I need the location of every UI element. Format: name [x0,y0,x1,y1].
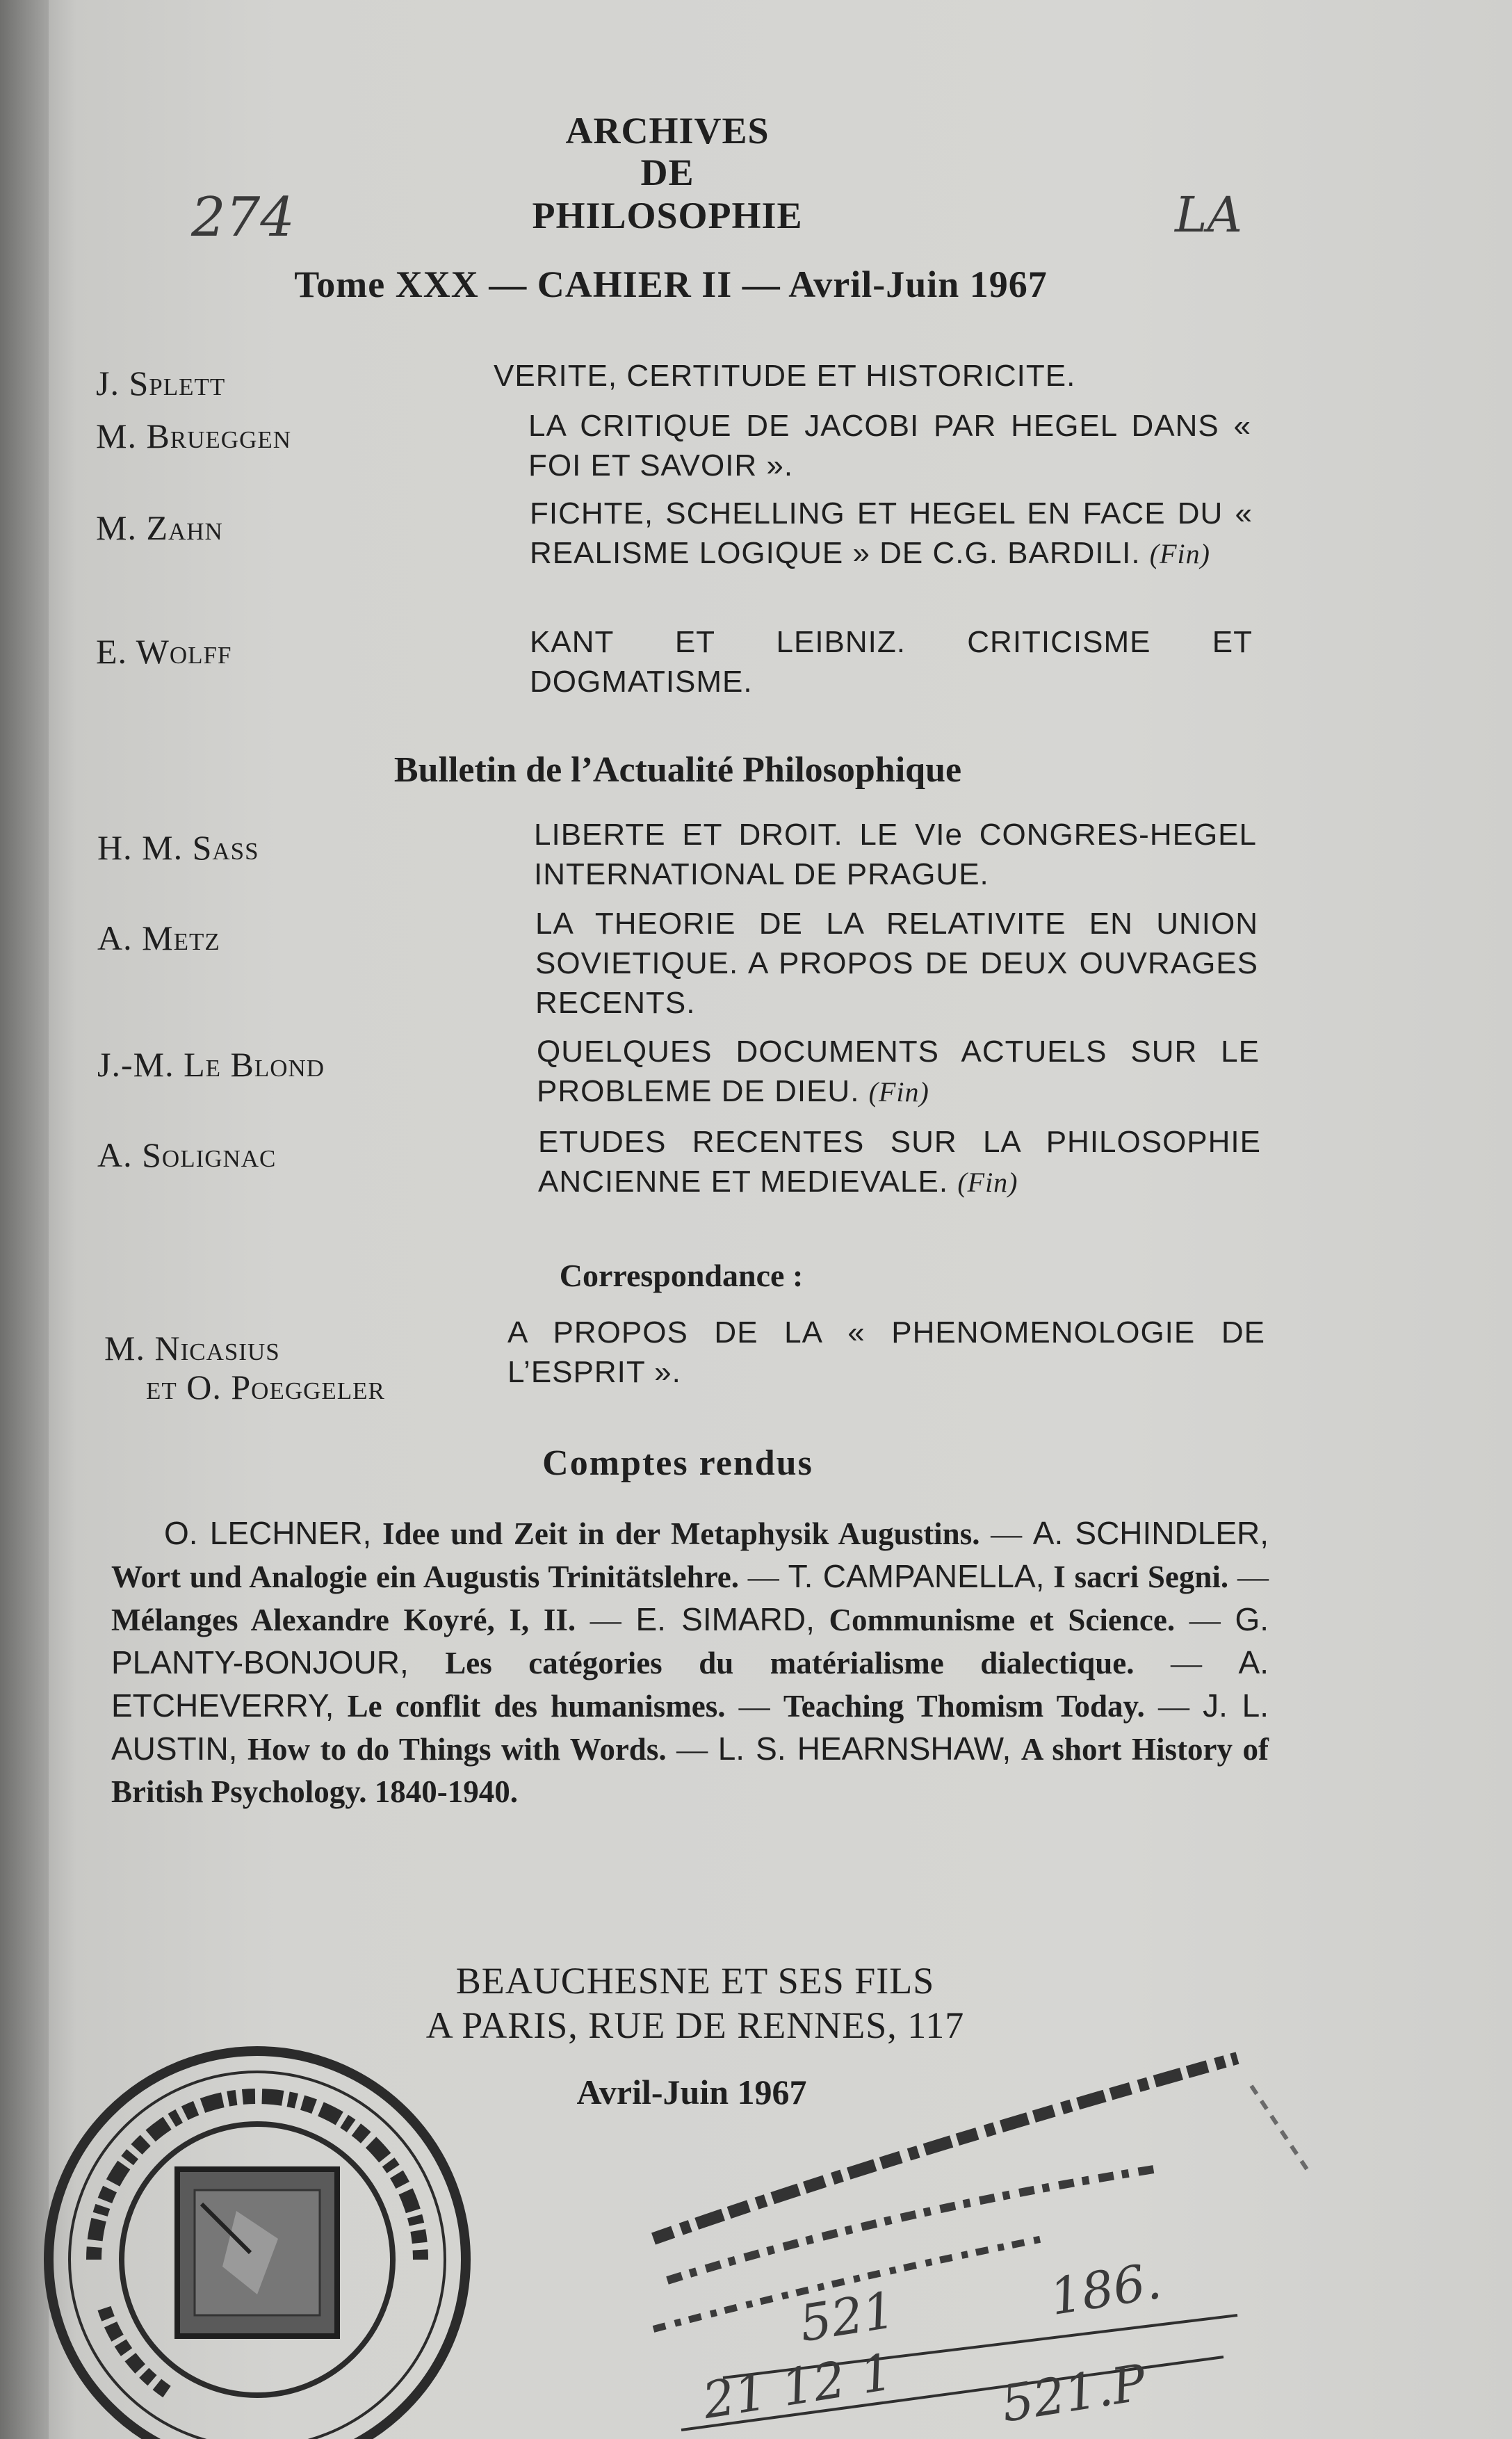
bulletin-note: (Fin) [957,1167,1018,1198]
review-work: Teaching Thomism Today. [783,1689,1145,1724]
bulletin-author: H. M. Sass [97,828,259,867]
review-work: I sacri Segni. [1053,1559,1229,1594]
article-author: J. Splett [96,364,226,403]
review-author: A. SCHINDLER, [1032,1515,1269,1551]
handwritten-initials: LA [1175,186,1243,243]
stamp-seal-icon [28,2030,487,2439]
title-line-3: PHILOSOPHIE [532,195,803,236]
reviews-list: O. LECHNER, Idee und Zeit in der Metaphysik Augustins. — A. SCHINDLER, Wort und Analogie ein Augustis Trinitätslehre. — T. CAMPANELLA, I sacri Segni. — Mélanges Alexandre Koyré, I, II. — E. SIMARD, Communisme et Science. — G. PLANTY-BONJOUR, Les catégories du matérialisme dialectique. — A. ETCHEVERRY, Le conflit des humanismes. — Teaching Thomism Today. — J. L. AUSTIN, How to do Things with Words. — L. S. HEARNSHAW, A short History of British Psychology. 1840-1940. [111,1515,1269,1809]
review-work: Wort und Analogie ein Augustis Trinitätslehre. [111,1559,739,1594]
bulletin-title-text: ETUDES RECENTES SUR LA PHILOSOPHIE ANCIENNE ET MEDIEVALE. [538,1125,1261,1199]
bulletin-author: A. Metz [97,918,220,957]
article-author: E. Wolff [96,632,232,671]
bulletin-heading: Bulletin de l’Actualité Philosophique [393,750,962,790]
correspondance-author: M. Nicasius [104,1329,280,1368]
review-work: Les catégories du matérialisme dialectique. [445,1646,1135,1680]
bulletin-note: (Fin) [868,1076,929,1108]
article-title: VERITE, CERTITUDE ET HISTORICITE. [494,359,1076,393]
review-author: E. SIMARD, [635,1601,815,1637]
article-title-text: FICHTE, SCHELLING ET HEGEL EN FACE DU « REALISME LOGIQUE » DE C.G. BARDILI. [530,496,1253,570]
review-author: A. ETCHEVERRY, [111,1644,1269,1724]
review-work: Le conflit des humanismes. [347,1689,726,1724]
article-title: LA CRITIQUE DE JACOBI PAR HEGEL DANS « FOI ET SAVOIR ». [528,409,1251,483]
review-author: G. PLANTY-BONJOUR, [111,1601,1269,1680]
bulletin-title [503,1122,1261,1202]
bulletin-author: A. Solignac [97,1135,277,1174]
accession-number: 186. [1046,2251,1165,2327]
handwritten-number: 274 [191,186,295,249]
review-work: Mélanges Alexandre Koyré, I, II. [111,1603,576,1637]
review-author: J. L. AUSTIN, [111,1687,1269,1767]
review-entry [636,1603,1176,1637]
library-stamp [28,2030,487,2439]
accession-number: 521.P [997,2353,1151,2433]
article-title: KANT ET LEIBNIZ. CRITICISME ET DOGMATISME. [530,625,1253,699]
bulletin-title-text: QUELQUES DOCUMENTS ACTUELS SUR LE PROBLEME DE DIEU. [537,1035,1260,1108]
review-work: A short History of British Psychology. 1840-1940. [111,1732,1269,1809]
publication-date: Avril-Juin 1967 [576,2073,807,2112]
review-author: T. CAMPANELLA, [788,1558,1045,1594]
review-work: How to do Things with Words. [247,1732,667,1767]
article-author: M. Zahn [96,508,223,547]
publisher-name: BEAUCHESNE ET SES FILS [455,1960,935,2002]
publisher-address: A PARIS, RUE DE RENNES, 117 [425,2004,965,2046]
article-author: M. Brueggen [96,416,292,455]
accession-number: 521 [795,2280,900,2353]
bulletin-title [502,1032,1260,1112]
bulletin-author: J.-M. Le Blond [97,1045,325,1084]
correspondance-heading: Correspondance : [559,1258,804,1293]
review-entry [164,1516,979,1551]
review-work: Communisme et Science. [829,1603,1176,1637]
acquisition-stamp [612,2030,1349,2439]
journal-title [0,110,1335,236]
correspondance-title: A PROPOS DE LA « PHENOMENOLOGIE DE L’ESPRIT ». [507,1315,1265,1389]
bulletin-title: LIBERTE ET DROIT. LE VIe CONGRES-HEGEL INTERNATIONAL DE PRAGUE. [534,818,1257,891]
review-entry [783,1689,1145,1724]
review-work: Idee und Zeit in der Metaphysik Augustins. [382,1516,980,1551]
review-entry [788,1559,1229,1594]
title-line-1: ARCHIVES [565,110,770,152]
review-author: O. LECHNER, [164,1515,372,1551]
article-title [495,494,1253,574]
issue-line: Tome XXX — CAHIER II — Avril-Juin 1967 [294,264,1048,305]
article-note: (Fin) [1149,538,1210,569]
correspondance-author: et O. Poeggeler [146,1368,385,1407]
title-line-2: DE [640,152,694,193]
review-author: L. S. HEARNSHAW, [717,1731,1011,1767]
bulletin-title: LA THEORIE DE LA RELATIVITE EN UNION SOVIETIQUE. A PROPOS DE DEUX OUVRAGES RECENTS. [535,907,1258,1020]
accession-number: 21 12 1 [699,2342,897,2430]
comptes-rendus-heading: Comptes rendus [542,1443,813,1483]
review-entry [111,1603,576,1637]
